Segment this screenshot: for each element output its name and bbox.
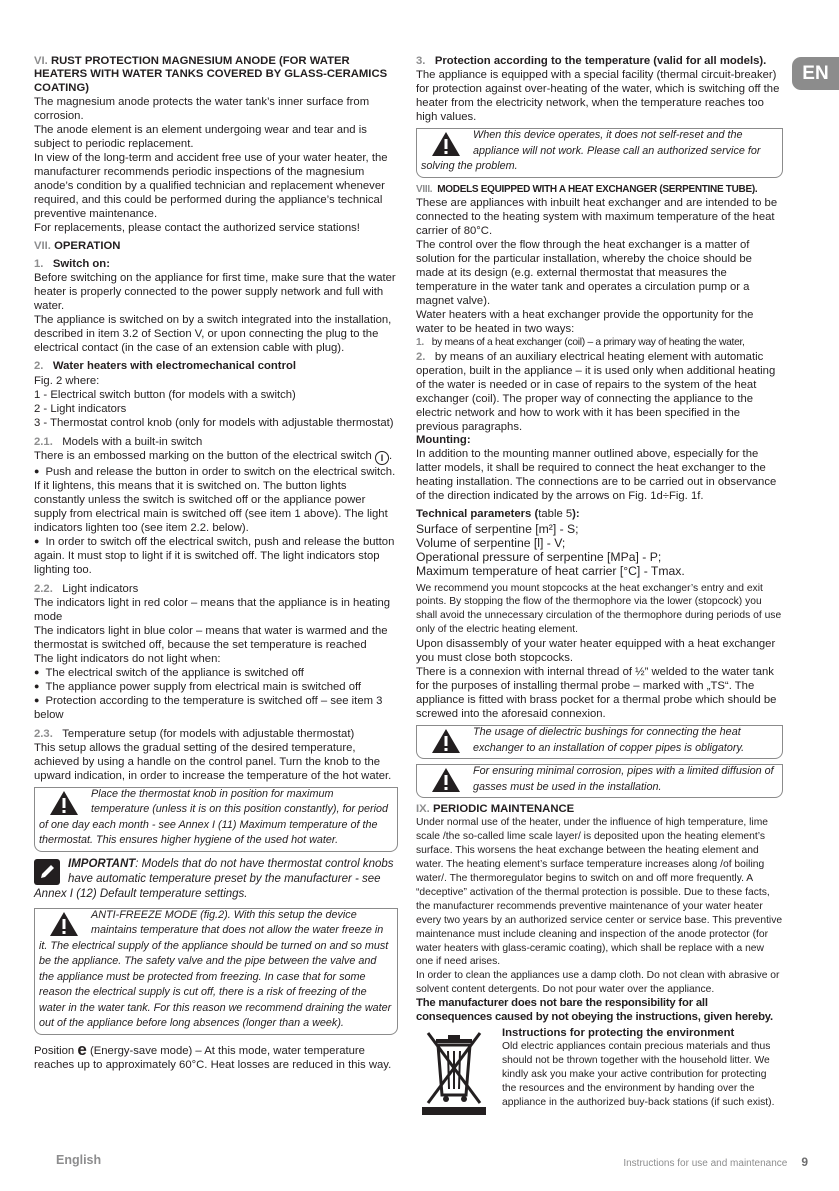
- footer-info: [623, 1155, 808, 1169]
- warning-box: When this device operates, it does not self-reset and the appliance will not work. Please call an authorized service for solving the problem.: [416, 128, 783, 178]
- section-8-para: Water heaters with a heat exchanger provide the opportunity for the water to be heated in two ways:: [416, 309, 754, 336]
- connexion-text: There is a connexion with internal thread of ½” welded to the water tank for the purposes of installing thermal probe – marked with „TS“. The appliance is fitted with brass pocket for a thermal probe which should be screwed into the aforesaid connexion.: [416, 666, 777, 721]
- technical-parameters-heading: Technical parameters (table 5):: [416, 508, 580, 521]
- environment-text: Old electric appliances contain precious materials and thus should not be thrown together with the household litter. We kindly ask you make your active contribution for protecting the resources and the environment by handing over the appliance in the authorized buy-back stations (if such exist).: [502, 1041, 775, 1108]
- page-number: 9: [801, 1155, 808, 1169]
- light-indicators-heading: 2.2. Light indicators: [34, 582, 139, 595]
- light-para: The indicators light in red color – means that the appliance is in heating mode: [34, 596, 391, 623]
- list-item: ● The appliance power supply from electrical main is switched off: [34, 680, 398, 694]
- language-tab: EN: [792, 57, 839, 90]
- section-6-para: The magnesium anode protects the water tank’s inner surface from corrosion.: [34, 95, 370, 122]
- section-8-para: The control over the flow through the heat exchanger is a matter of solution for the particular installation, whereby the choice should be made at its design (e.g. external thermostat that measures the temperature in the water tank and operates a circulation pump or a magnet valve).: [416, 239, 752, 308]
- warning-icon: [49, 910, 79, 938]
- section-8-heading: VIII. MODELS EQUIPPED WITH A HEAT EXCHANGER (SERPENTINE TUBE).: [416, 183, 758, 195]
- section-6-para: In view of the long-term and accident free use of your water heater, the manufacturer recommends periodic inspections of the magnesium anode’s condition by a qualified technician and replacement whenever required, and this could be performed during the appliance’s technical preventive maintenance.: [34, 151, 388, 220]
- warning-icon: [431, 766, 461, 794]
- tech-param: Operational pressure of serpentine [MPa] - P;: [416, 550, 662, 565]
- built-in-switch-intro: There is an embossed marking on the button of the electrical switch I .: [34, 449, 393, 463]
- crossed-bin-icon: [420, 1029, 488, 1117]
- fig-line: 2 - Light indicators: [34, 402, 127, 415]
- temperature-setup-text: This setup allows the gradual setting of the desired temperature, achieved by using a handle on the control panel. Turn the knob to the upward indication, in order to increase the temperature of the hot water.: [34, 741, 392, 782]
- protection-text: The appliance is equipped with a special facility (thermal circuit-breaker) for protection against over-heating of the water, which is switching off the heater from the electricity network, when the temperature reaches too high values.: [416, 69, 780, 124]
- built-in-switch-heading: 2.1. Models with a built-in switch: [34, 435, 203, 448]
- switch-on-para: The appliance is switched on by a switch integrated into the installation, described in item 3.2 of Section V, or upon connecting the plug to the electrical contact (in the case of an extension cable with plug).: [34, 314, 392, 355]
- responsibility-note: The manufacturer does not bare the responsibility for all consequences caused by not obeying the instructions, given hereby.: [416, 997, 773, 1023]
- section-6-heading: VI. RUST PROTECTION MAGNESIUM ANODE (FOR WATER HEATERS WITH WATER TANKS COVERED BY GLASS-CERAMICS COATING): [34, 55, 388, 94]
- warning-box: For ensuring minimal corrosion, pipes with a limited diffusion of gasses must be used in the installation.: [416, 764, 783, 798]
- list-item: ● Push and release the button in order to switch on the electrical switch. If it lightens, this means that it is switched on. The button lights constantly unless the switch is switched off or the appliance power supply from electrical main is switched off (see item 1 above). The light indicators lighten too (see item 2.2. below).: [34, 465, 398, 535]
- warning-icon: [431, 130, 461, 158]
- switch-on-para: Before switching on the appliance for first time, make sure that the water heater is properly connected to the power supply network and full with water.: [34, 272, 396, 313]
- electromechanical-heading: 2. Water heaters with electromechanical control: [34, 360, 297, 373]
- fig-line: 1 - Electrical switch button (for models with a switch): [34, 388, 296, 401]
- maintenance-text: Under normal use of the heater, under the influence of high temperature, lime scale /the so-called lime scale layer/ is deposited upon the heating element’s surface. This worsens the heat exchange between the heating element and water. The heating element’s surface temperature increases along /of boiling water/. The thermoregulator begins to switch on and off more frequently. A “deceptive” activation of the thermal protection is possible. Due to these facts, the manufacturer recommends preventive maintenance of your water heater every two years by an authorized service center or service base. This preventive maintenance must include cleaning and inspection of the anode protector (for water heaters with glass-ceramic coating), which shall be replace with a new one if need arises.: [416, 817, 783, 968]
- switch-on-heading: 1. Switch on:: [34, 258, 110, 271]
- list-item: 2. by means of an auxiliary electrical heating element with automatic operation, built in the appliance – it is used only when additional heating of the water is needed or in case of repairs to the system of the heat exchanger (coil). The proper way of connecting the appliance to the electric network and how to work with it has been specified in the previous paragraphs.: [416, 351, 776, 434]
- cleaning-text: In order to clean the appliances use a damp cloth. Do not clean with abrasive or solvent content detergents. Do not pour water over the appliance.: [416, 970, 780, 996]
- protection-heading: 3. Protection according to the temperature (valid for all models).: [416, 55, 767, 67]
- footer-title: Instructions for use and maintenance: [623, 1158, 788, 1169]
- section-7-heading: VII. OPERATION: [34, 239, 121, 252]
- tech-param: Volume of serpentine [l] - V;: [416, 535, 566, 550]
- mounting-heading: Mounting:: [416, 434, 471, 447]
- footer-language: English: [56, 1153, 102, 1167]
- list-item: 1. by means of a heat exchanger (coil) – a primary way of heating the water,: [416, 337, 745, 349]
- warning-box: Place the thermostat knob in position for maximum temperature (unless it is on this position constantly), for period of one day each month - see Annex I (11) Maximum temperature of the thermostat. This ensures higher hygiene of the used hot water.: [34, 787, 398, 852]
- list-item: ● The electrical switch of the appliance is switched off: [34, 666, 398, 680]
- fig-line: Fig. 2 where:: [34, 374, 100, 387]
- switch-info-icon: I: [375, 451, 389, 465]
- warning-icon: [49, 789, 79, 817]
- left-column: [34, 55, 398, 1072]
- temperature-setup-heading: 2.3. Temperature setup (for models with adjustable thermostat): [34, 727, 355, 740]
- section-6-para: The anode element is an element undergoing wear and tear and is subject to periodic replacement.: [34, 123, 367, 150]
- energy-save-position: Position e (Energy-save mode) – At this mode, water temperature reaches up to approximately 60°C. Heat losses are reduced in this way.: [34, 1039, 392, 1071]
- mounting-text: In addition to the mounting manner outlined above, especially for the latter models, it shall be required to connect the heat exchanger to the heating installation. The connections are to be carried out in observance of the direction indicated by the arrows on Fig. 1d÷Fig. 1f.: [416, 448, 777, 503]
- light-para: The light indicators do not light when:: [34, 652, 221, 665]
- environment-block: [416, 1027, 783, 1110]
- list-item: ● Protection according to the temperature is switched off – see item 3 below: [34, 694, 398, 722]
- warning-box: The usage of dielectric bushings for connecting the heat exchanger to an installation of copper pipes is obligatory.: [416, 725, 783, 759]
- energy-save-icon: e: [77, 1039, 87, 1059]
- stopcock-text: We recommend you mount stopcocks at the heat exchanger’s entry and exit points. By stopping the flow of the thermophore via the lower (stopcock) you shall avoid the unnecessary circulation of the thermophore during periods of use only of the electric heating element.: [416, 582, 782, 636]
- right-column: [416, 55, 783, 1117]
- light-para: The indicators light in blue color – means that water is warmed and the thermostat is switched off, because the set temperature is reached: [34, 624, 388, 651]
- pencil-icon: [34, 859, 60, 885]
- warning-box: ANTI-FREEZE MODE (fig.2). With this setup the device maintains temperature that does not allow the water freeze in it. The electrical supply of the appliance should be turned on and so must be the appliance. The safety valve and the pipe between the valve and the appliance must be protected from freezing. In case that for some reason the electrical supply is cut off, there is a risk of freezing of the water in the water tank. For this reason we recommend draining the water out of the appliance before long absences (longer than a week).: [34, 908, 398, 1035]
- fig-line: 3 - Thermostat control knob (only for models with adjustable thermostat): [34, 416, 394, 429]
- section-6-para: For replacements, please contact the authorized service stations!: [34, 221, 360, 234]
- tech-param: Surface of serpentine [m²] - S;: [416, 521, 579, 536]
- warning-icon: [431, 727, 461, 755]
- section-8-para: These are appliances with inbuilt heat exchanger and are intended to be connected to the heating system with maximum temperature of the heat carrier of 80°C.: [416, 197, 778, 238]
- disassembly-text: Upon disassembly of your water heater equipped with a heat exchanger you must close both stopcocks.: [416, 638, 776, 665]
- tech-param: Maximum temperature of heat carrier [°C] - Tmax.: [416, 564, 685, 579]
- list-item: ● In order to switch off the electrical switch, push and release the button again. It must stop to light if it is switched off. The light indicators stop lighting too.: [34, 535, 398, 577]
- section-9-heading: IX. PERIODIC MAINTENANCE: [416, 803, 575, 816]
- important-note: IMPORTANT: Models that do not have thermostat control knobs have automatic temperature preset by the manufacturer - see Annex I (12) Default temperature settings.: [34, 857, 394, 900]
- environment-heading: Instructions for protecting the environment: [502, 1026, 735, 1039]
